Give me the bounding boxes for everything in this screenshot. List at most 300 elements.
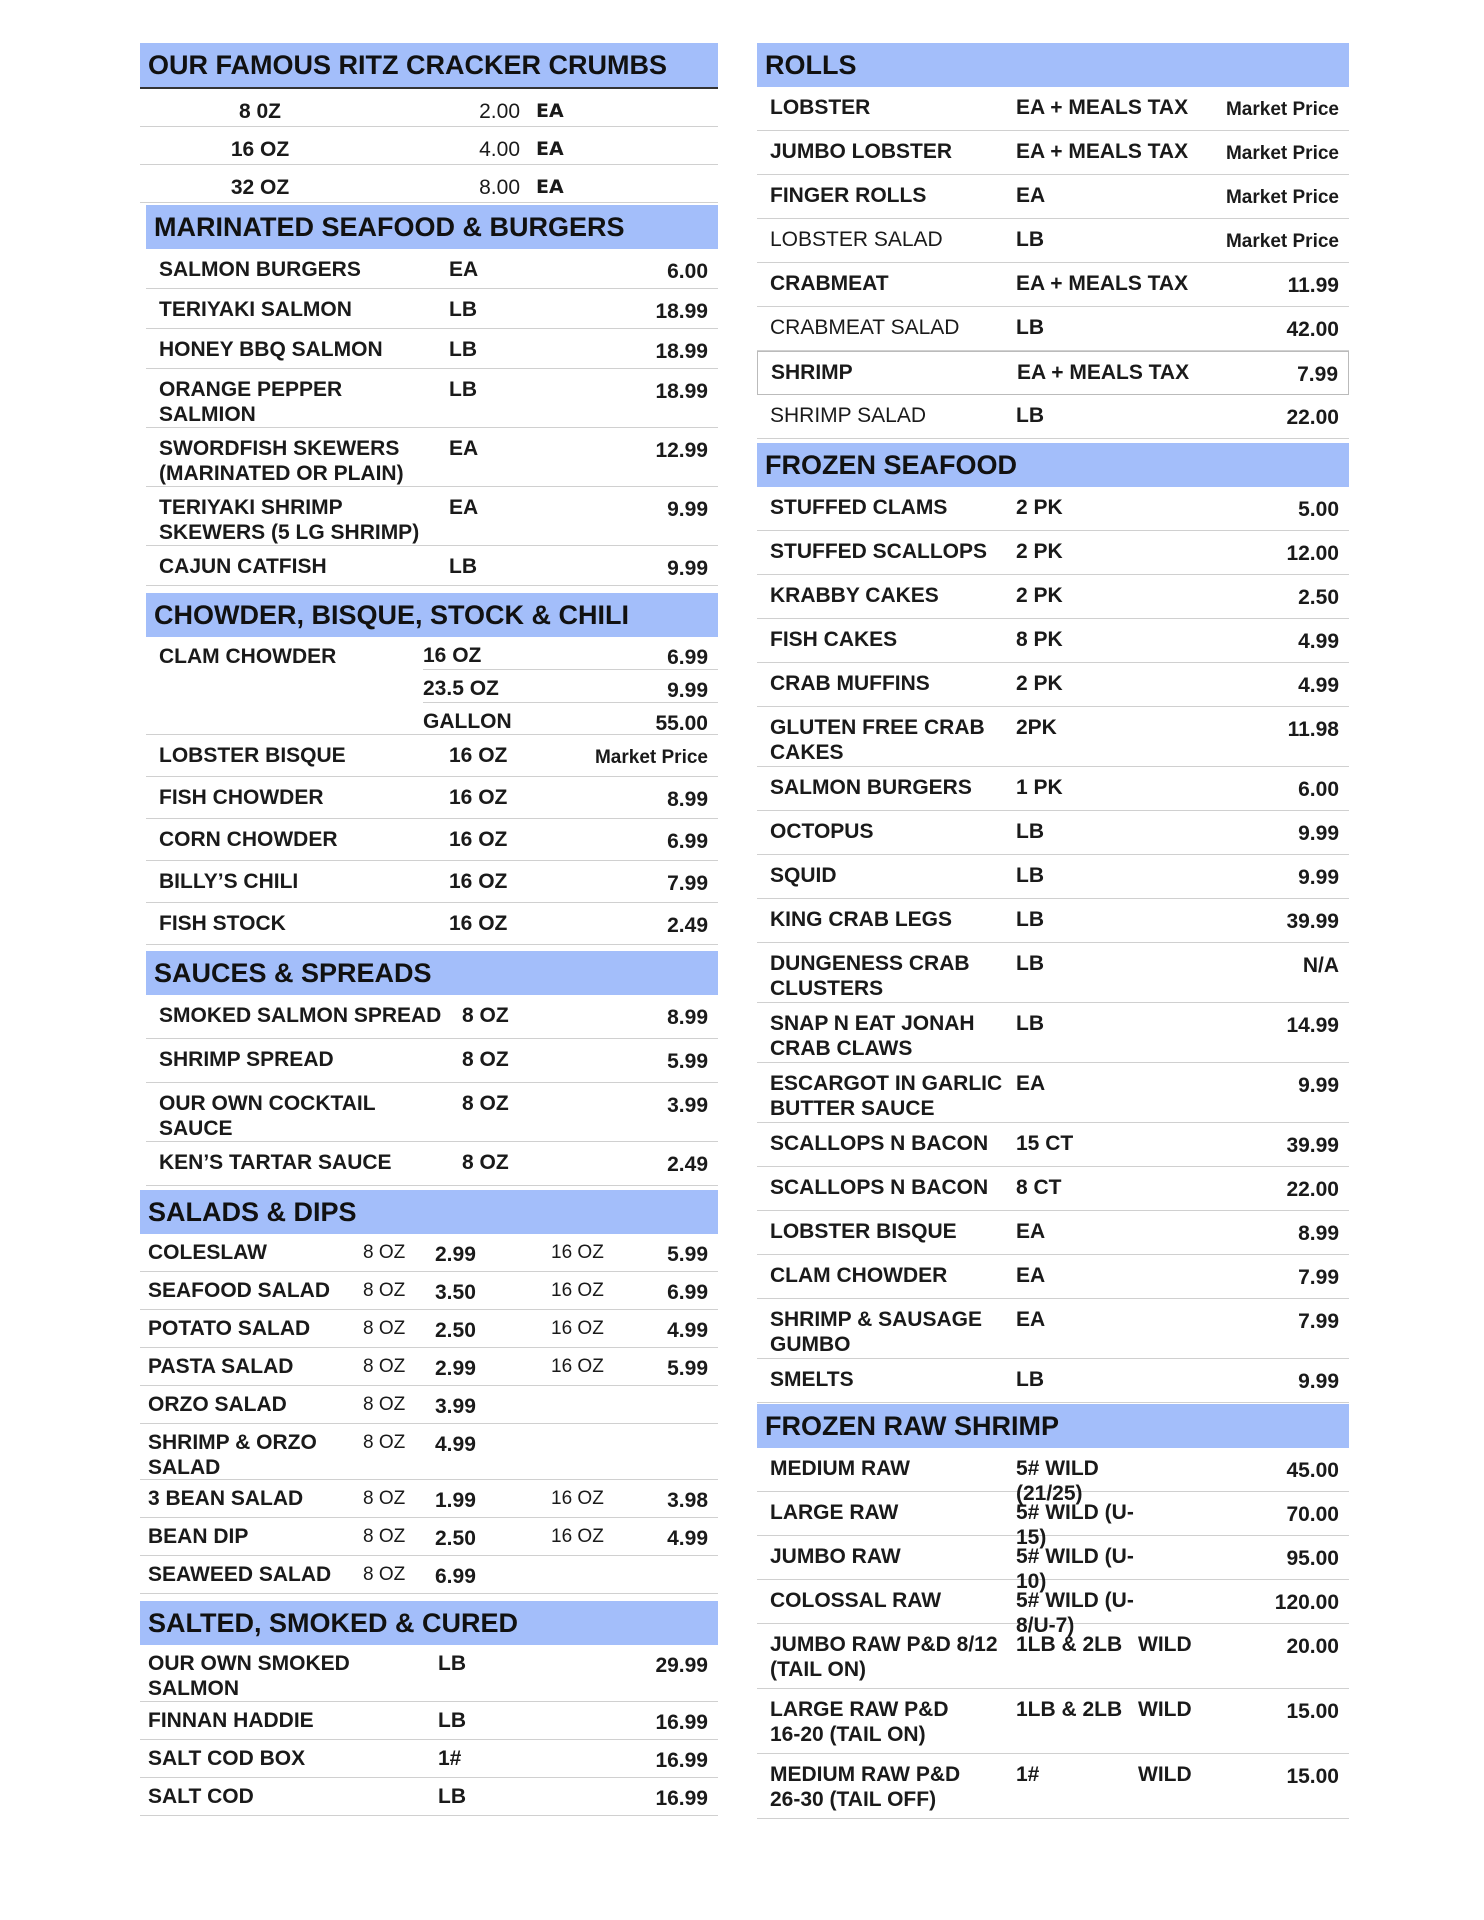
item-price: 120.00: [1274, 1591, 1339, 1614]
item-unit: EA + MEALS TAX: [1016, 140, 1189, 163]
chowder-rows: [146, 637, 718, 945]
item-name: FISH CHOWDER: [159, 786, 324, 809]
item-unit: EA: [449, 496, 479, 519]
item-unit: LB: [1016, 908, 1044, 931]
size-small: 8 OZ: [363, 1394, 406, 1415]
item-unit: 2 PK: [1016, 672, 1063, 695]
item-row: [757, 263, 1349, 307]
item-price: 20.00: [1286, 1635, 1339, 1658]
price-small: 3.50: [435, 1281, 476, 1304]
item-row: [757, 943, 1349, 1003]
ritz-unit: EA: [536, 138, 564, 160]
item-price: 15.00: [1286, 1765, 1339, 1788]
item-name: BEAN DIP: [148, 1525, 249, 1548]
item-row: [757, 487, 1349, 531]
size-small: 8 OZ: [363, 1242, 406, 1263]
item-price: 6.99: [667, 830, 708, 853]
frozen-rows: [757, 487, 1349, 1403]
item-name: OUR OWN SMOKED SALMON: [148, 1652, 350, 1700]
salad-row: [140, 1310, 718, 1348]
item-price: 9.99: [667, 498, 708, 521]
item-price: 29.99: [655, 1654, 708, 1677]
ritz-price: 8.00: [479, 176, 520, 199]
item-unit: EA: [1016, 1264, 1046, 1287]
size-row: [423, 670, 718, 703]
item-name: JUMBO RAW: [770, 1545, 901, 1568]
item-name: LOBSTER BISQUE: [159, 744, 346, 767]
item-unit: EA + MEALS TAX: [1017, 361, 1190, 384]
salad-row: [140, 1480, 718, 1518]
item-row: [146, 861, 718, 903]
frozen-section: [757, 443, 1349, 1403]
item-row: [140, 1778, 718, 1816]
salted-section: [140, 1601, 718, 1816]
item-name: STUFFED CLAMS: [770, 496, 948, 519]
item-unit: EA: [1016, 1308, 1046, 1331]
item-row: [757, 351, 1349, 395]
item-name: CORN CHOWDER: [159, 828, 338, 851]
item-price: 8.99: [1298, 1222, 1339, 1245]
item-row: [146, 249, 718, 289]
item-unit: 16 OZ: [449, 786, 508, 809]
item-price: 9.99: [1298, 1370, 1339, 1393]
item-row: [757, 1123, 1349, 1167]
item-name: KRABBY CAKES: [770, 584, 939, 607]
item-name: 3 BEAN SALAD: [148, 1487, 304, 1510]
item-row: [757, 395, 1349, 439]
salad-row: [140, 1518, 718, 1556]
item-unit: LB: [1016, 404, 1044, 427]
item-name: JUMBO RAW P&D 8/12 (TAIL ON): [770, 1633, 998, 1681]
section-header-salted: SALTED, SMOKED & CURED: [140, 1601, 718, 1645]
section-header-frozen: FROZEN SEAFOOD: [757, 443, 1349, 487]
price-small: 2.99: [435, 1243, 476, 1266]
item-name: SHRIMP: [771, 361, 853, 384]
price-small: 1.99: [435, 1489, 476, 1512]
price-small: 4.99: [435, 1433, 476, 1456]
item-row: [757, 767, 1349, 811]
item-price: 16.99: [655, 1711, 708, 1734]
item-price: 39.99: [1286, 1134, 1339, 1157]
item-row: [146, 903, 718, 945]
item-name: SMELTS: [770, 1368, 854, 1391]
item-unit: 8 PK: [1016, 628, 1063, 651]
item-unit: 5# WILD (21/25): [1016, 1457, 1099, 1505]
item-unit: 8 OZ: [462, 1004, 509, 1027]
item-name: MEDIUM RAW P&D 26-30 (TAIL OFF): [770, 1763, 961, 1811]
item-price: 6.00: [667, 260, 708, 283]
item-row: [757, 855, 1349, 899]
item-name: FISH CAKES: [770, 628, 898, 651]
price-large: [643, 1562, 718, 1564]
item-price: 2.49: [667, 914, 708, 937]
salad-row: [140, 1234, 718, 1272]
clam-chowder-sizes: [423, 637, 718, 734]
item-name: CLAM CHOWDER: [770, 1264, 948, 1287]
shrimp-section: [757, 1404, 1349, 1819]
item-name: SHRIMP & ORZO SALAD: [148, 1431, 317, 1479]
price-small: 2.50: [435, 1319, 476, 1342]
item-name: MEDIUM RAW: [770, 1457, 910, 1480]
item-row: [146, 546, 718, 586]
item-name: BILLY’S CHILI: [159, 870, 299, 893]
item-unit: 23.5 OZ: [423, 677, 499, 700]
size-small: 8 OZ: [363, 1564, 406, 1585]
item-name: SEAFOOD SALAD: [148, 1279, 331, 1302]
item-price: 16.99: [655, 1787, 708, 1810]
item-price: Market Price: [1225, 231, 1339, 252]
size-small: 8 OZ: [363, 1356, 406, 1377]
item-name: SALMON BURGERS: [159, 258, 361, 281]
item-row: [757, 1689, 1349, 1754]
item-price: 8.99: [667, 788, 708, 811]
item-row: [146, 487, 718, 546]
size-large: 16 OZ: [551, 1526, 604, 1547]
item-price: 55.00: [655, 712, 708, 735]
item-name: SHRIMP & SAUSAGE GUMBO: [770, 1308, 982, 1356]
item-price: 9.99: [1298, 866, 1339, 889]
item-price: 18.99: [655, 340, 708, 363]
item-name: CLAM CHOWDER: [159, 645, 337, 668]
item-row: [146, 1142, 718, 1186]
item-unit: 16 OZ: [449, 744, 508, 767]
item-price: 9.99: [667, 557, 708, 580]
item-name: COLOSSAL RAW: [770, 1589, 942, 1612]
salads-rows: [140, 1234, 718, 1594]
ritz-size: 8 0Z: [238, 100, 282, 123]
item-price: 5.99: [667, 1050, 708, 1073]
item-unit: 1LB & 2LB: [1016, 1633, 1123, 1656]
item-price: 11.99: [1287, 274, 1339, 297]
item-extra: WILD: [1138, 1698, 1192, 1721]
item-name: TERIYAKI SHRIMP SKEWERS (5 LG SHRIMP): [159, 496, 420, 544]
item-price: Market Price: [1225, 187, 1339, 208]
size-large: 16 OZ: [551, 1488, 604, 1509]
salad-row: [140, 1556, 718, 1594]
item-name: SCALLOPS N BACON: [770, 1176, 989, 1199]
salads-section: [140, 1190, 718, 1594]
price-large: 4.99: [667, 1319, 708, 1342]
item-price: 15.00: [1286, 1700, 1339, 1723]
size-small: 8 OZ: [363, 1526, 406, 1547]
item-name: ESCARGOT IN GARLIC BUTTER SAUCE: [770, 1072, 1003, 1120]
item-price: Market Price: [594, 747, 708, 768]
item-price: 39.99: [1286, 910, 1339, 933]
item-name: HONEY BBQ SALMON: [159, 338, 383, 361]
item-price: 3.99: [667, 1094, 708, 1117]
item-name: POTATO SALAD: [148, 1317, 311, 1340]
item-unit: GALLON: [423, 710, 512, 733]
item-row: [757, 175, 1349, 219]
item-row: [757, 1448, 1349, 1505]
salad-row: [140, 1272, 718, 1310]
item-row: [757, 131, 1349, 175]
item-unit: 2 PK: [1016, 540, 1063, 563]
item-unit: 1#: [438, 1747, 462, 1770]
item-row: [757, 219, 1349, 263]
item-unit: EA: [449, 258, 479, 281]
item-row: [146, 1039, 718, 1083]
item-price: 16.99: [655, 1749, 708, 1772]
item-price: 95.00: [1286, 1547, 1339, 1570]
item-name: PASTA SALAD: [148, 1355, 294, 1378]
item-unit: LB: [1016, 952, 1044, 975]
item-name: KING CRAB LEGS: [770, 908, 953, 931]
marinated-section: [146, 205, 718, 586]
item-name: CAJUN CATFISH: [159, 555, 327, 578]
section-header-sauces: SAUCES & SPREADS: [146, 951, 718, 995]
item-price: 7.99: [1298, 1266, 1339, 1289]
item-unit: LB: [1016, 1368, 1044, 1391]
ritz-rows: [140, 89, 718, 203]
price-large: 6.99: [667, 1281, 708, 1304]
ritz-row: [140, 89, 718, 127]
item-unit: LB: [438, 1652, 466, 1675]
item-unit: EA: [1016, 1072, 1046, 1095]
item-price: 42.00: [1286, 318, 1339, 341]
section-header-salads: SALADS & DIPS: [140, 1190, 718, 1234]
price-small: 2.50: [435, 1527, 476, 1550]
section-header-shrimp: FROZEN RAW SHRIMP: [757, 1404, 1349, 1448]
item-name: FISH STOCK: [159, 912, 286, 935]
item-unit: 5# WILD (U-15): [1016, 1501, 1134, 1549]
item-row: [146, 995, 718, 1039]
item-unit: EA: [1016, 1220, 1046, 1243]
item-name: FINGER ROLLS: [770, 184, 927, 207]
price-large: 3.98: [667, 1489, 708, 1512]
section-header-marinated: MARINATED SEAFOOD & BURGERS: [146, 205, 718, 249]
item-price: 9.99: [1298, 1074, 1339, 1097]
item-name: OUR OWN COCKTAIL SAUCE: [159, 1092, 376, 1140]
item-name: SMOKED SALMON SPREAD: [159, 1004, 442, 1027]
ritz-unit: EA: [536, 176, 564, 198]
item-unit: 16 OZ: [449, 912, 508, 935]
item-unit: 2 PK: [1016, 496, 1063, 519]
item-row: [757, 619, 1349, 663]
item-name: SEAWEED SALAD: [148, 1563, 332, 1586]
item-name: SQUID: [770, 864, 837, 887]
item-row: [757, 307, 1349, 351]
item-price: 6.99: [667, 646, 708, 669]
item-name: LOBSTER: [770, 96, 871, 119]
item-name: SHRIMP SALAD: [770, 404, 926, 427]
item-unit: LB: [449, 555, 477, 578]
rolls-rows: [757, 87, 1349, 439]
item-name: JUMBO LOBSTER: [770, 140, 953, 163]
item-price: 2.49: [667, 1153, 708, 1176]
item-price: 8.99: [667, 1006, 708, 1029]
size-row: [423, 637, 718, 670]
item-unit: LB: [449, 378, 477, 401]
salted-rows: [140, 1645, 718, 1816]
section-header-ritz: OUR FAMOUS RITZ CRACKER CRUMBS: [140, 43, 718, 89]
ritz-row: [140, 127, 718, 165]
item-unit: 16 OZ: [449, 870, 508, 893]
item-name: CRABMEAT: [770, 272, 889, 295]
item-row: [140, 1702, 718, 1740]
item-extra: WILD: [1138, 1633, 1192, 1656]
item-price: Market Price: [1225, 143, 1339, 164]
item-name: ORANGE PEPPER SALMION: [159, 378, 343, 426]
item-name: LARGE RAW: [770, 1501, 899, 1524]
ritz-section: [140, 43, 718, 203]
item-row: [146, 777, 718, 819]
item-unit: 1 PK: [1016, 776, 1063, 799]
item-unit: LB: [438, 1785, 466, 1808]
item-extra: WILD: [1138, 1763, 1192, 1786]
item-unit: 8 OZ: [462, 1092, 509, 1115]
item-unit: 2 PK: [1016, 584, 1063, 607]
item-price: 9.99: [667, 679, 708, 702]
sauces-rows: [146, 995, 718, 1186]
item-name: FINNAN HADDIE: [148, 1709, 314, 1732]
size-large: 16 OZ: [551, 1356, 604, 1377]
item-row: [757, 1299, 1349, 1359]
item-unit: 8 OZ: [462, 1048, 509, 1071]
item-name: COLESLAW: [148, 1241, 267, 1264]
ritz-size: 16 OZ: [230, 138, 290, 161]
item-row: [757, 1255, 1349, 1299]
item-price: 18.99: [655, 380, 708, 403]
item-unit: 16 OZ: [423, 644, 482, 667]
price-small: 2.99: [435, 1357, 476, 1380]
item-name: SNAP N EAT JONAH CRAB CLAWS: [770, 1012, 975, 1060]
section-header-chowder: CHOWDER, BISQUE, STOCK & CHILI: [146, 593, 718, 637]
price-small: 3.99: [435, 1395, 476, 1418]
item-name: SALMON BURGERS: [770, 776, 972, 799]
item-unit: LB: [1016, 864, 1044, 887]
item-name: SCALLOPS N BACON: [770, 1132, 989, 1155]
item-row: [757, 899, 1349, 943]
item-name: GLUTEN FREE CRAB CAKES: [770, 716, 985, 764]
ritz-price: 4.00: [479, 138, 520, 161]
item-unit: EA: [449, 437, 479, 460]
item-unit: LB: [1016, 316, 1044, 339]
item-unit: 15 CT: [1016, 1132, 1074, 1155]
rolls-section: [757, 43, 1349, 439]
item-row: [140, 1740, 718, 1778]
salad-row: [140, 1348, 718, 1386]
item-name: KEN’S TARTAR SAUCE: [159, 1151, 392, 1174]
item-unit: 16 OZ: [449, 828, 508, 851]
size-small: 8 OZ: [363, 1432, 406, 1453]
item-price: 12.99: [655, 439, 708, 462]
item-unit: LB: [1016, 1012, 1044, 1035]
item-unit: 8 OZ: [462, 1151, 509, 1174]
item-price: 9.99: [1298, 822, 1339, 845]
item-row: [146, 329, 718, 369]
item-price: 18.99: [655, 300, 708, 323]
item-row: [146, 735, 718, 777]
item-price: 22.00: [1286, 1178, 1339, 1201]
item-row: [757, 707, 1349, 767]
item-price: 7.99: [667, 872, 708, 895]
item-row: [146, 369, 718, 428]
item-name: LARGE RAW P&D 16-20 (TAIL ON): [770, 1698, 949, 1746]
item-row: [757, 1624, 1349, 1689]
item-unit: LB: [438, 1709, 466, 1732]
item-row: [146, 289, 718, 329]
size-small: 8 OZ: [363, 1280, 406, 1301]
item-row: [757, 1754, 1349, 1819]
price-large: [643, 1430, 718, 1432]
item-row: [757, 1063, 1349, 1123]
item-name: SALT COD BOX: [148, 1747, 306, 1770]
item-name: SWORDFISH SKEWERS (MARINATED OR PLAIN): [159, 437, 404, 485]
item-name: DUNGENESS CRAB CLUSTERS: [770, 952, 970, 1000]
item-unit: 8 CT: [1016, 1176, 1062, 1199]
item-row: [757, 1003, 1349, 1063]
item-row: [757, 1211, 1349, 1255]
item-price: Market Price: [1225, 99, 1339, 120]
item-price: 7.99: [1297, 363, 1338, 386]
size-small: 8 OZ: [363, 1318, 406, 1339]
size-large: 16 OZ: [551, 1242, 604, 1263]
item-price: 2.50: [1298, 586, 1339, 609]
item-unit: LB: [449, 338, 477, 361]
item-name: SALT COD: [148, 1785, 254, 1808]
item-unit: LB: [1016, 228, 1044, 251]
ritz-size: 32 OZ: [230, 176, 290, 199]
section-header-rolls: ROLLS: [757, 43, 1349, 87]
price-large: [643, 1392, 718, 1394]
item-row: [146, 1083, 718, 1142]
ritz-unit: EA: [536, 100, 564, 122]
sauces-section: [146, 951, 718, 1186]
item-unit: LB: [449, 298, 477, 321]
item-row: [146, 819, 718, 861]
shrimp-rows: [757, 1448, 1349, 1819]
clam-chowder-block: [146, 637, 718, 735]
item-unit: EA + MEALS TAX: [1016, 272, 1189, 295]
item-price: 22.00: [1286, 406, 1339, 429]
item-price: 70.00: [1286, 1503, 1339, 1526]
item-price: 4.99: [1298, 630, 1339, 653]
item-price: 45.00: [1286, 1459, 1339, 1482]
item-row: [757, 531, 1349, 575]
chowder-section: [146, 593, 718, 945]
item-name: SHRIMP SPREAD: [159, 1048, 334, 1071]
item-row: [757, 87, 1349, 131]
price-large: 5.99: [667, 1357, 708, 1380]
item-name: LOBSTER BISQUE: [770, 1220, 957, 1243]
item-price: 7.99: [1298, 1310, 1339, 1333]
item-price: 12.00: [1286, 542, 1339, 565]
item-unit: 1LB & 2LB: [1016, 1698, 1123, 1721]
item-price: 6.00: [1298, 778, 1339, 801]
item-price: 11.98: [1287, 718, 1339, 741]
item-row: [140, 1645, 718, 1702]
size-row: [423, 703, 718, 734]
price-large: 4.99: [667, 1527, 708, 1550]
item-row: [757, 811, 1349, 855]
ritz-row: [140, 165, 718, 203]
item-price: 14.99: [1286, 1014, 1339, 1037]
item-unit: EA + MEALS TAX: [1016, 96, 1189, 119]
item-unit: 1#: [1016, 1763, 1040, 1786]
item-row: [757, 1167, 1349, 1211]
item-price: 4.99: [1298, 674, 1339, 697]
salad-row: [140, 1386, 718, 1424]
size-small: 8 OZ: [363, 1488, 406, 1509]
item-row: [757, 575, 1349, 619]
salad-row: [140, 1424, 718, 1480]
item-name: TERIYAKI SALMON: [159, 298, 352, 321]
item-unit: 5# WILD (U-8/U-7): [1016, 1589, 1134, 1637]
item-row: [757, 663, 1349, 707]
price-large: 5.99: [667, 1243, 708, 1266]
price-small: 6.99: [435, 1565, 476, 1588]
